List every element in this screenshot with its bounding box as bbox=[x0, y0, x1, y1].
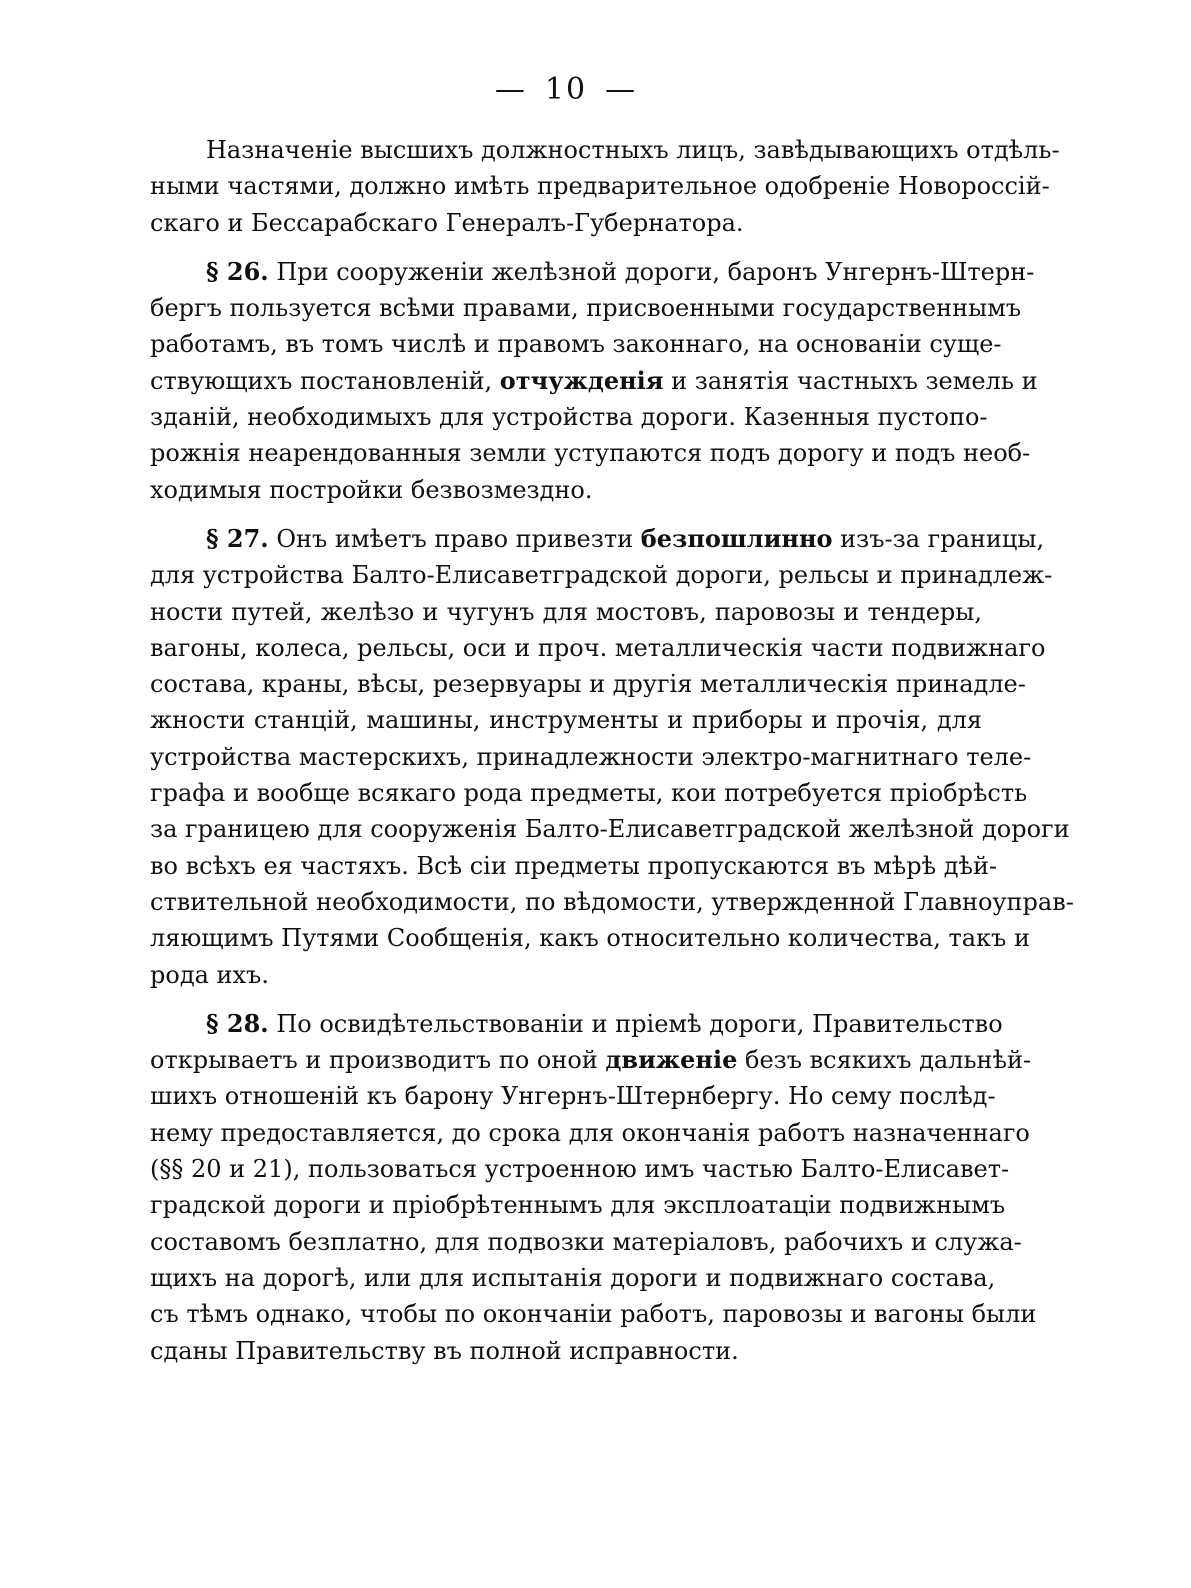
paragraph-section-26 bbox=[150, 254, 1038, 508]
page-number-dash-right: — bbox=[605, 72, 638, 107]
text-line: нему предоставляется, до срока для окончанiя работъ назначеннаго bbox=[150, 1118, 1030, 1147]
text-line: рода ихъ. bbox=[150, 960, 269, 989]
section-mark: § 28. bbox=[206, 1008, 269, 1038]
text-line: состава, краны, вѣсы, резервуары и другiя металлическiя принадле- bbox=[150, 670, 1026, 699]
text-line: устройства мастерскихъ, принадлежности электро-магнитнаго теле- bbox=[150, 742, 1032, 771]
page-number bbox=[150, 70, 982, 110]
text-run: Онъ имѣетъ право привезти bbox=[276, 524, 641, 553]
text-line: ляющимъ Путями Сообщенiя, какъ относительно количества, такъ и bbox=[150, 924, 1030, 953]
paragraph-section-27 bbox=[150, 521, 1074, 993]
bold-term: отчужденiя bbox=[499, 365, 664, 395]
text-line: скаго и Бессарабскаго Генералъ-Губернатора. bbox=[150, 208, 744, 237]
text-run: При сооруженiи желѣзной дороги, баронъ Унгернъ-Штерн- bbox=[276, 257, 1035, 286]
text-run: изъ-за границы, bbox=[832, 524, 1045, 553]
text-line: ствительной необходимости, по вѣдомости, утвержденной Главноуправ- bbox=[150, 887, 1074, 916]
text-line: составомъ безплатно, для подвозки матерiаловъ, рабочихъ и служа- bbox=[150, 1227, 1022, 1256]
section-mark: § 27. bbox=[206, 523, 269, 553]
text-line: за границею для сооруженiя Балто-Елисаветградской желѣзной дороги bbox=[150, 815, 1070, 844]
bold-term: движенiе bbox=[605, 1045, 738, 1075]
text-line: (§§ 20 и 21), пользоваться устроенною имъ частью Балто-Елисавет- bbox=[150, 1155, 1010, 1184]
text-line: во всѣхъ ея частяхъ. Всѣ сiи предметы пропускаются въ мѣрѣ дѣй- bbox=[150, 851, 998, 880]
text-line: съ тѣмъ однако, чтобы по окончанiи работъ, паровозы и вагоны были bbox=[150, 1300, 1037, 1329]
text-line: рожнiя неарендованныя земли уступаются подъ дорогу и подъ необ- bbox=[150, 439, 1031, 468]
text-line: зданiй, необходимыхъ для устройства дороги. Казенныя пустопо- bbox=[150, 403, 988, 432]
text-line bbox=[150, 1006, 1003, 1042]
text-line: шихъ отношенiй къ барону Унгернъ-Штернбергу. Но сему послѣд- bbox=[150, 1082, 996, 1111]
text-line: щихъ на дорогѣ, или для испытанiя дороги и подвижнаго состава, bbox=[150, 1263, 996, 1292]
page-number-dash-left: — bbox=[494, 72, 527, 107]
text-line: ными частями, должно имѣть предварительное одобренiе Новороссiй- bbox=[150, 172, 1050, 201]
text-line bbox=[150, 363, 1038, 399]
text-line: жности станцiй, машины, инструменты и приборы и прочiя, для bbox=[150, 706, 982, 735]
text-line: градской дороги и прiобрѣтеннымъ для эксплоатацiи подвижнымъ bbox=[150, 1191, 1006, 1220]
page-number-value: 10 bbox=[544, 72, 588, 107]
text-line: Назначенiе высшихъ должностныхъ лицъ, завѣдывающихъ отдѣль- bbox=[206, 136, 1060, 164]
text-run: и занятiя частныхъ земель и bbox=[663, 366, 1038, 395]
text-line bbox=[150, 254, 1035, 290]
text-line bbox=[150, 1042, 1032, 1078]
text-line: ности путей, желѣзо и чугунъ для мостовъ, паровозы и тендеры, bbox=[150, 597, 982, 626]
text-line: бергъ пользуется всѣми правами, присвоенными государственнымъ bbox=[150, 294, 1022, 323]
text-line: сданы Правительству въ полной исправности. bbox=[150, 1336, 739, 1365]
text-line bbox=[150, 521, 1045, 557]
text-line: для устройства Балто-Елисаветградской дороги, рельсы и принадлеж- bbox=[150, 561, 1053, 590]
text-line: работамъ, въ томъ числѣ и правомъ законнаго, на основанiи суще- bbox=[150, 330, 1002, 359]
document-page bbox=[150, 70, 1074, 1369]
text-line: вагоны, колеса, рельсы, оси и проч. металлическiя части подвижнаго bbox=[150, 633, 1046, 662]
text-run: ствующихъ постановленiй, bbox=[150, 366, 500, 395]
text-line: ходимыя постройки безвозмездно. bbox=[150, 475, 593, 504]
section-mark: § 26. bbox=[206, 256, 269, 286]
text-line: графа и вообще всякаго рода предметы, кои потребуется прiобрѣсть bbox=[150, 779, 1028, 808]
text-run: По освидѣтельствованiи и прiемѣ дороги, Правительство bbox=[276, 1009, 1003, 1038]
paragraph-section-28 bbox=[150, 1006, 1037, 1369]
paragraph-appointment bbox=[150, 132, 1060, 241]
bold-term: безпошлинно bbox=[640, 523, 833, 553]
text-run: безъ всякихъ дальнѣй- bbox=[737, 1046, 1032, 1075]
text-run: открываетъ и производитъ по оной bbox=[150, 1046, 606, 1075]
